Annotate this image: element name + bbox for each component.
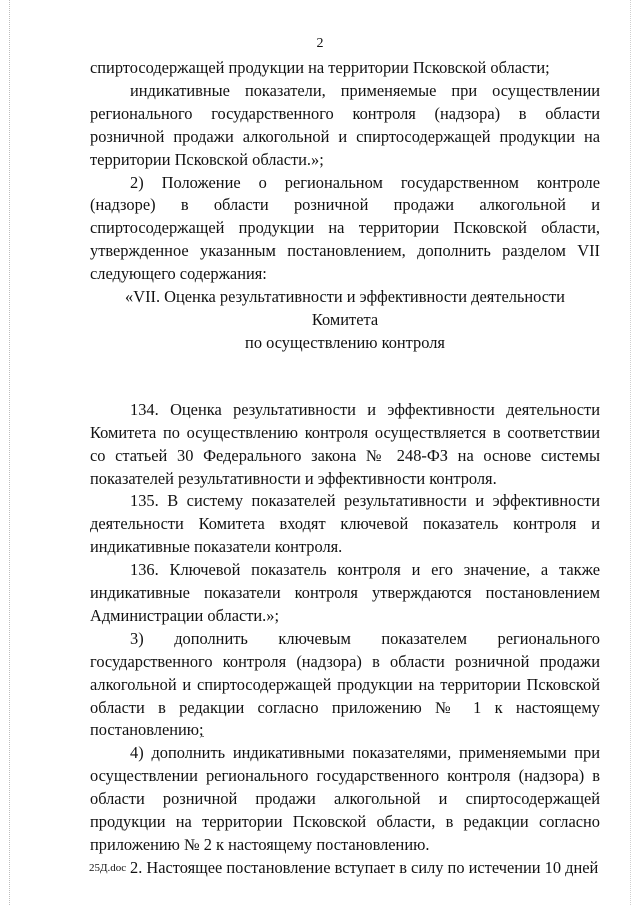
file-name-footer: 25Д.doc xyxy=(89,862,127,874)
paragraph-item-3 xyxy=(90,628,600,743)
document-body xyxy=(90,57,600,880)
paragraph-135: 135. В систему показателей результативности и эффективности деятельности Комитета входят ключевой показатель контроля и индикативные показатели контроля. xyxy=(90,491,600,557)
section-heading-line1: «VII. Оценка результативности и эффективности деятельности Комитета xyxy=(125,287,565,329)
section-gap xyxy=(90,355,600,399)
paragraph-continuation: спиртосодержащей продукции на территории Псковской области; xyxy=(90,58,550,77)
paragraph-indicative: индикативные показатели, применяемые при осуществлении регионального государственного контроля (надзора) в области розничной продажи алкогольной и спиртосодержащей продукции на территории Псковской области.»; xyxy=(90,80,600,169)
paragraph-134: 134. Оценка результативности и эффективности деятельности Комитета по осуществлению контроля осуществляется в соответствии со статьей 30 Федерального закона № 248-ФЗ на основе системы показателей результативности и эффективности контроля. xyxy=(90,399,600,488)
paragraph-item-4: 4) дополнить индикативными показателями, применяемыми при осуществлении регионального государственного контроля (надзора) в области розничной продажи алкогольной и спиртосодержащей продукции на территории Псковской области, в редакции согласно приложению № 2 к настоящему постановлению. xyxy=(90,743,600,854)
section-heading-line2: по осуществлению контроля xyxy=(245,332,445,352)
paragraph-136: 136. Ключевой показатель контроля и его значение, а также индикативные показатели контроля утверждаются постановлением Администрации области.»; xyxy=(90,560,600,625)
paragraph-item-2: 2) Положение о региональном государственном контроле (надзоре) в области розничной продажи алкогольной и спиртосодержащей продукции на территории Псковской области, утвержденное указанным постановлением, дополнить разделом VII следующего содержания: xyxy=(90,172,600,284)
paragraph-item-3-text: 3) дополнить ключевым показателем регионального государственного контроля (надзора) в области розничной продажи алкогольной и спиртосодержащей продукции на территории Псковской области в редакции согласно приложению № 1 к настоящему постановлению xyxy=(90,628,600,740)
section-heading xyxy=(90,286,600,355)
page-number: 2 xyxy=(316,36,324,51)
paragraph-item-3-end: ; xyxy=(199,720,204,740)
scan-right-edge xyxy=(630,0,631,905)
paragraph-effective-date: 2. Настоящее постановление вступает в силу по истечении 10 дней xyxy=(130,857,599,877)
scan-left-edge xyxy=(9,0,10,905)
